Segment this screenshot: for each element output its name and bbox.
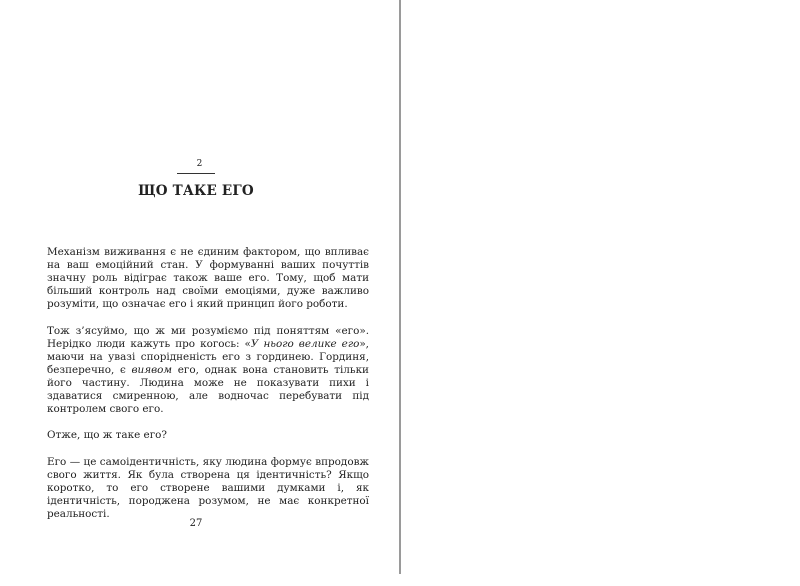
- chapter-number: 2: [196, 159, 203, 169]
- italic-phrase: виявом: [131, 363, 173, 376]
- paragraph: [47, 325, 369, 417]
- italic-phrase: У нього велике его: [250, 337, 360, 350]
- chapter-title: ЩО ТАКЕ ЕГО: [138, 183, 254, 199]
- right-page: [401, 0, 800, 574]
- paragraph: Его — це самоідентичність, яку людина формує впродовж свого життя. Як була створена ця ідентичність? Якщо коротко, то его створене вашими думками і, як ідентичність, породжена розумом, не має конкретної реальності.: [47, 455, 369, 520]
- paragraph: Механізм виживання є не єдиним фактором, що впливає на ваш емоційний стан. У формуванні ваших почуттів значну роль відіграє також ваше его. Тому, щоб мати більший контроль над своїми емоціями, дуже важливо розуміти, що означає его і який принцип його роботи.: [47, 246, 369, 311]
- page-number: 27: [189, 518, 203, 529]
- paragraph: Отже, що ж таке его?: [47, 429, 167, 442]
- chapter-divider: [177, 173, 215, 174]
- paragraph-text: », маючи на увазі спорідненість его з гординею. Гординя, безперечно, є: [47, 337, 369, 376]
- paragraph-text: Тож з’ясуймо, що ж ми розуміємо під поняттям «его». Нерідко люди кажуть про когось: «: [47, 324, 369, 350]
- paragraph-text: его, однак вона становить тільки його частину. Людина може не показувати пихи і здаватися смиренною, але водночас перебувати під контролем свого его.: [47, 363, 369, 416]
- left-page-body: [47, 246, 369, 534]
- left-page: [0, 0, 399, 574]
